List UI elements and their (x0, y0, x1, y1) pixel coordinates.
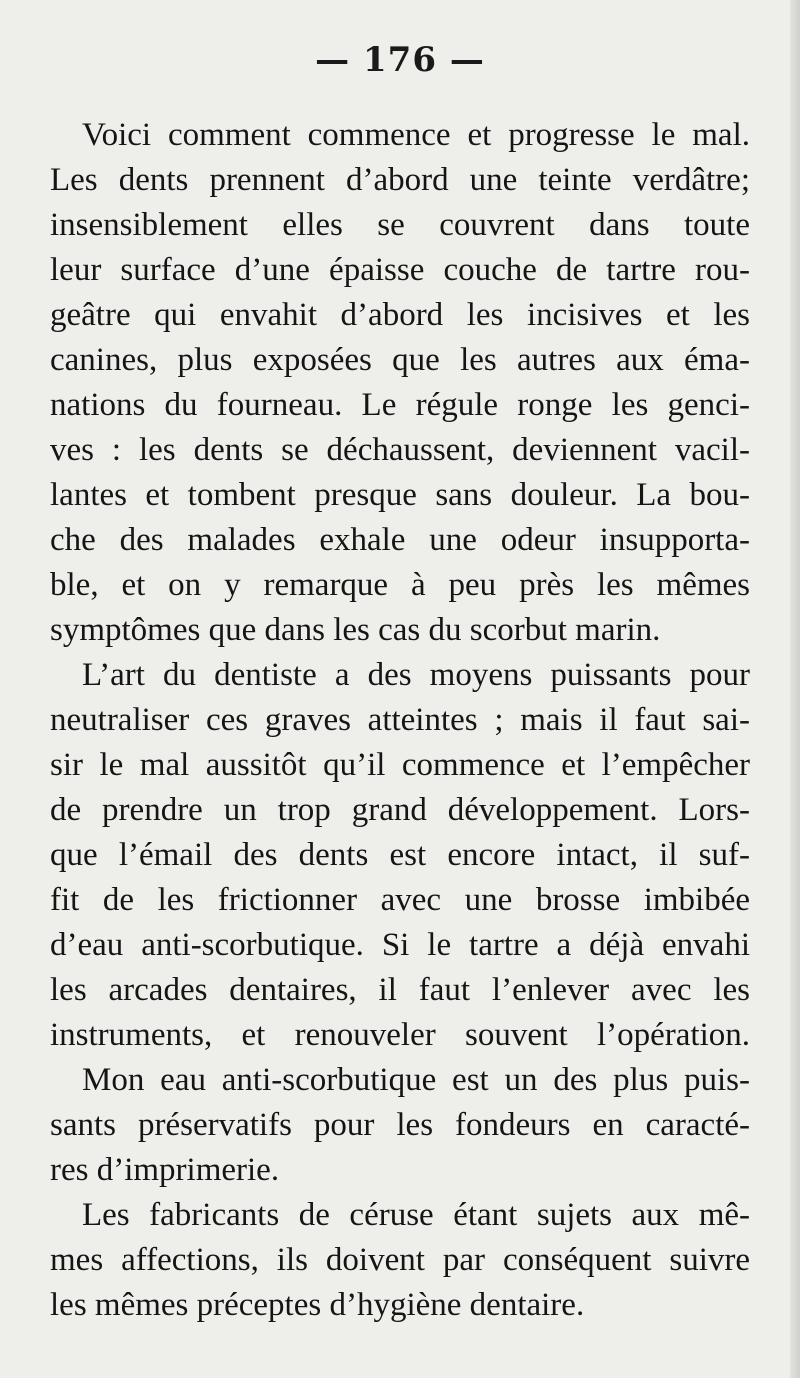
text-line: neutraliser ces graves atteintes ; mais il faut sai- (50, 702, 750, 738)
paragraph-4 (50, 1193, 750, 1328)
paragraph-1 (50, 113, 750, 653)
text-line: leur surface d’une épaisse couche de tartre rou- (50, 252, 750, 288)
text-line: res d’imprimerie. (50, 1152, 280, 1188)
text-line: che des malades exhale une odeur insupporta- (50, 522, 750, 558)
text-line: canines, plus exposées que les autres aux éma- (50, 342, 750, 378)
text-line: les arcades dentaires, il faut l’enlever avec les (50, 972, 750, 1008)
text-line: sir le mal aussitôt qu’il commence et l’empêcher (50, 747, 750, 783)
text-line: L’art du dentiste a des moyens puissants pour (82, 657, 750, 693)
text-line: nations du fourneau. Le régule ronge les genci- (50, 387, 750, 423)
text-line: Mon eau anti-scorbutique est un des plus puis- (82, 1062, 750, 1098)
page-edge (790, 0, 800, 1378)
text-line: symptômes que dans les cas du scorbut marin. (50, 612, 661, 648)
text-line: ves : les dents se déchaussent, deviennent vacil- (50, 432, 750, 468)
text-line: ble, et on y remarque à peu près les mêmes (50, 567, 750, 603)
text-line: d’eau anti-scorbutique. Si le tartre a déjà envahi (50, 927, 750, 963)
text-line: Les dents prennent d’abord une teinte verdâtre; (50, 162, 750, 198)
text-line: les mêmes préceptes d’hygiène dentaire. (50, 1287, 585, 1323)
text-line: fit de les frictionner avec une brosse imbibée (50, 882, 750, 918)
text-line: Voici comment commence et progresse le mal. (82, 117, 750, 153)
text-line: insensiblement elles se couvrent dans toute (50, 207, 750, 243)
body-text (50, 113, 750, 1328)
text-line: de prendre un trop grand développement. Lors- (50, 792, 750, 828)
text-line: lantes et tombent presque sans douleur. La bou- (50, 477, 750, 513)
text-line: mes affections, ils doivent par conséquent suivre (50, 1242, 750, 1278)
text-line: Les fabricants de céruse étant sujets aux mê- (82, 1197, 750, 1233)
text-line: sants préservatifs pour les fondeurs en caracté- (50, 1107, 750, 1143)
text-line: geâtre qui envahit d’abord les incisives et les (50, 297, 750, 333)
paragraph-2 (50, 653, 750, 1058)
text-line: instruments, et renouveler souvent l’opération. (50, 1017, 750, 1053)
text-line: que l’émail des dents est encore intact, il suf- (50, 837, 750, 873)
paragraph-3 (50, 1058, 750, 1193)
page-number: — 176 — (315, 40, 485, 80)
